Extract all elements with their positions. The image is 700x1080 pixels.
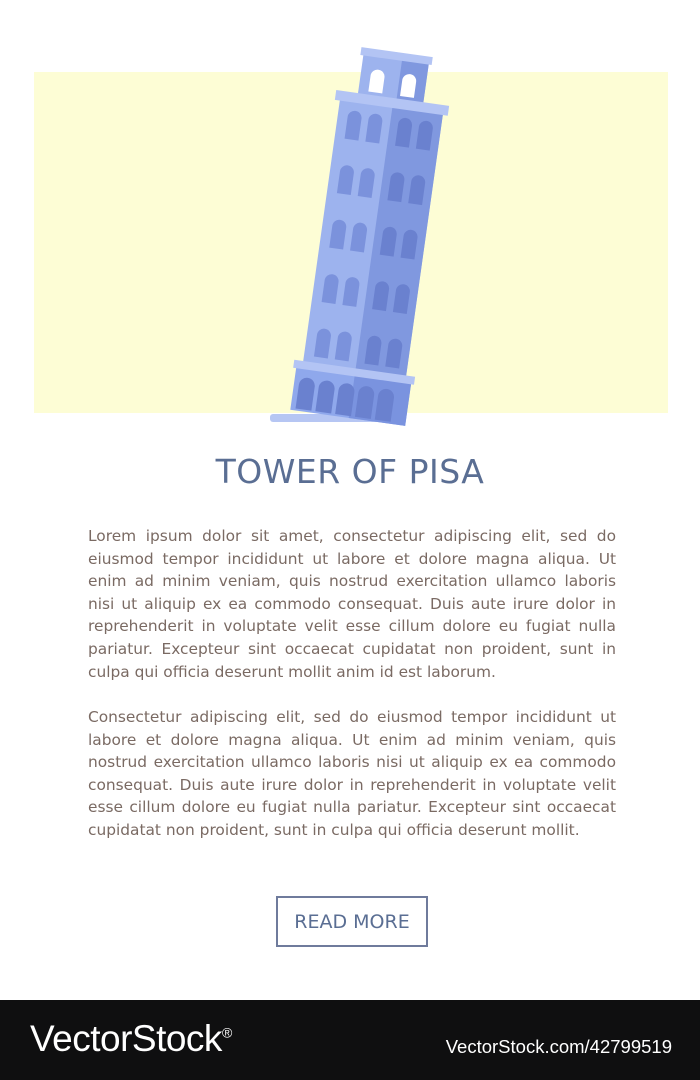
- read-more-button[interactable]: READ MORE: [276, 896, 428, 947]
- registered-mark: ®: [221, 1024, 232, 1041]
- page-title: TOWER OF PISA: [215, 452, 485, 491]
- leaning-tower-of-pisa-icon: [0, 0, 700, 440]
- brand-name: VectorStock: [30, 1018, 222, 1059]
- body-paragraph-1: Lorem ipsum dolor sit amet, consectetur adipiscing elit, sed do eiusmod tempor incididunt ut labore et dolore magna aliqua. Ut enim ad minim veniam, quis nostrud exercitation ullamco laboris nisi ut aliquip ex ea commodo consequat. Duis aute irure dolor in reprehenderit in voluptate velit esse cillum dolore eu fugiat nulla pariatur. Excepteur sint occaecat cupidatat non proident, sunt in culpa qui officia deserunt mollit anim id est laborum.: [88, 527, 616, 681]
- stock-image-id: VectorStock.com/42799519: [445, 1036, 672, 1057]
- vectorstock-logo: [30, 1018, 232, 1060]
- body-paragraph-2: Consectetur adipiscing elit, sed do eiusmod tempor incididunt ut labore et dolore magna aliqua. Ut enim ad minim veniam, quis nostrud exercitation ullamco laboris nisi ut aliquip ex ea commodo consequat. Duis aute irure dolor in reprehenderit in voluptate velit esse cillum dolore eu fugiat nulla pariatur. Excepteur sint occaecat cupidatat non proident, sunt in culpa qui officia deserunt mollit.: [88, 708, 616, 839]
